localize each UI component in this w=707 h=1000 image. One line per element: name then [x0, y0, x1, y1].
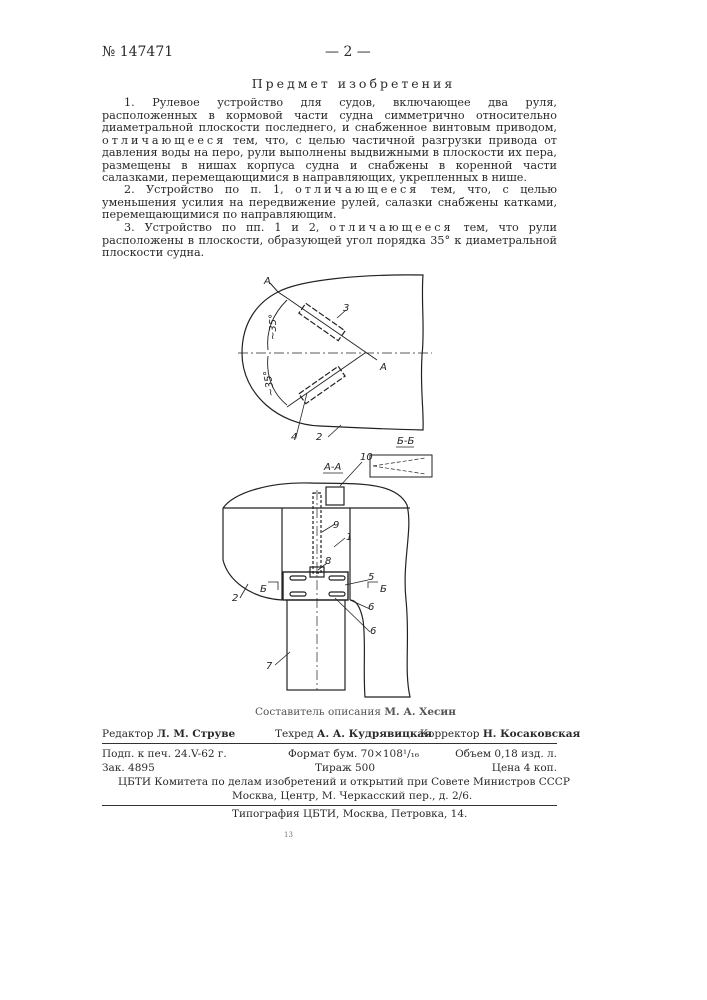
rudder-plane-lower — [287, 353, 365, 407]
page-number: — 2 — — [325, 44, 371, 60]
print-run: Тираж 500 — [315, 762, 375, 774]
publisher: ЦБТИ Комитета по делам изобретений и открытий при Совете Министров СССР — [118, 776, 570, 788]
techred-label: Техред — [275, 728, 314, 740]
publisher-address: Москва, Центр, М. Черкасский пер., д. 2/6. — [232, 790, 472, 802]
angle-label-lower: ~35° — [262, 369, 277, 397]
claim-text: 2. Устройство по п. 1, — [124, 183, 295, 196]
hull-outline — [242, 275, 423, 430]
label-3: 3 — [343, 303, 349, 314]
page-mark: 13 — [284, 831, 293, 839]
claim-keyword: отличающееся — [329, 221, 453, 234]
section-mark-a — [270, 283, 287, 298]
section-title: Предмет изобретения — [0, 76, 707, 91]
label-7: 7 — [266, 661, 273, 672]
label-2-section: 2 — [232, 593, 238, 604]
printing-house: Типография ЦБТИ, Москва, Петровка, 14. — [232, 808, 467, 820]
label-a-bottom: A — [379, 362, 387, 373]
motor-10 — [326, 487, 344, 505]
patent-number: № 147471 — [102, 44, 173, 60]
label-a-top: A — [263, 276, 271, 287]
order-number: Зак. 4895 — [102, 762, 155, 774]
claim-text: тем, что, с целью частичной разгрузки привода от давления воды на перо, рули выполнены выдвижными в плоскости их пера, размещены в нишах корпуса судна и снабжены в коренной части салазками, перемещающимися в направляющих, укрепленных в нише. — [102, 134, 557, 185]
label-section-bb: Б-Б — [397, 436, 414, 447]
label-6-upper: 6 — [368, 602, 374, 613]
claim-keyword: отличающееся — [295, 183, 419, 196]
label-10: 10 — [360, 452, 373, 463]
label-4: 4 — [291, 432, 297, 443]
label-b-left: Б — [260, 584, 267, 595]
techred-name: А. А. Кудрявицкая — [317, 728, 432, 740]
claim-text: 1. Рулевое устройство для судов, включающее два руля, расположенных в кормовой части судна симметрично относительно диаметральной плоскости последнего, и снабженное винтовым приводом, — [102, 96, 557, 134]
angle-label-upper: ~35° — [268, 314, 279, 340]
signed-date: Подп. к печ. 24.V-62 г. — [102, 748, 227, 760]
price: Цена 4 коп. — [492, 762, 557, 774]
label-6-lower: 6 — [370, 626, 376, 637]
editor-line — [102, 728, 235, 740]
editor-label: Редактор — [102, 728, 153, 740]
label-section-aa: A-A — [323, 462, 341, 473]
claim-text: тем, что, с целью уменьшения усилия на передвижение рулей, салазки снабжены катками, перемещающимися по направляющим. — [102, 183, 557, 221]
label-9: 9 — [333, 520, 339, 531]
claim-keyword: отличающееся — [102, 134, 226, 147]
rudder-7 — [287, 600, 345, 690]
label-5: 5 — [368, 572, 374, 583]
divider — [102, 743, 557, 744]
patent-drawing — [0, 0, 707, 1000]
claim-text: тем, что рули расположены в плоскости, образующей угол порядка 35° к диаметральной плоскости судна. — [102, 221, 557, 259]
rudder-plane-upper — [287, 298, 377, 360]
compiler-name: М. А. Хесин — [384, 706, 456, 718]
label-2: 2 — [316, 432, 322, 443]
label-b-right: Б — [380, 584, 387, 595]
corrector-label: Корректор — [420, 728, 480, 740]
label-1: 1 — [346, 532, 352, 543]
paper-format: Формат бум. 70×108¹/₁₆ — [288, 748, 419, 760]
compiler-label: Составитель описания — [255, 706, 381, 718]
volume: Объем 0,18 изд. л. — [455, 748, 557, 760]
corrector-name: Н. Косаковская — [483, 728, 580, 740]
compiler-line — [255, 706, 456, 718]
label-8: 8 — [325, 556, 331, 567]
corrector-line — [420, 728, 580, 740]
techred-line — [275, 728, 432, 740]
divider — [102, 805, 557, 806]
editor-name: Л. М. Струве — [157, 728, 235, 740]
claim-text: 3. Устройство по пп. 1 и 2, — [124, 221, 329, 234]
